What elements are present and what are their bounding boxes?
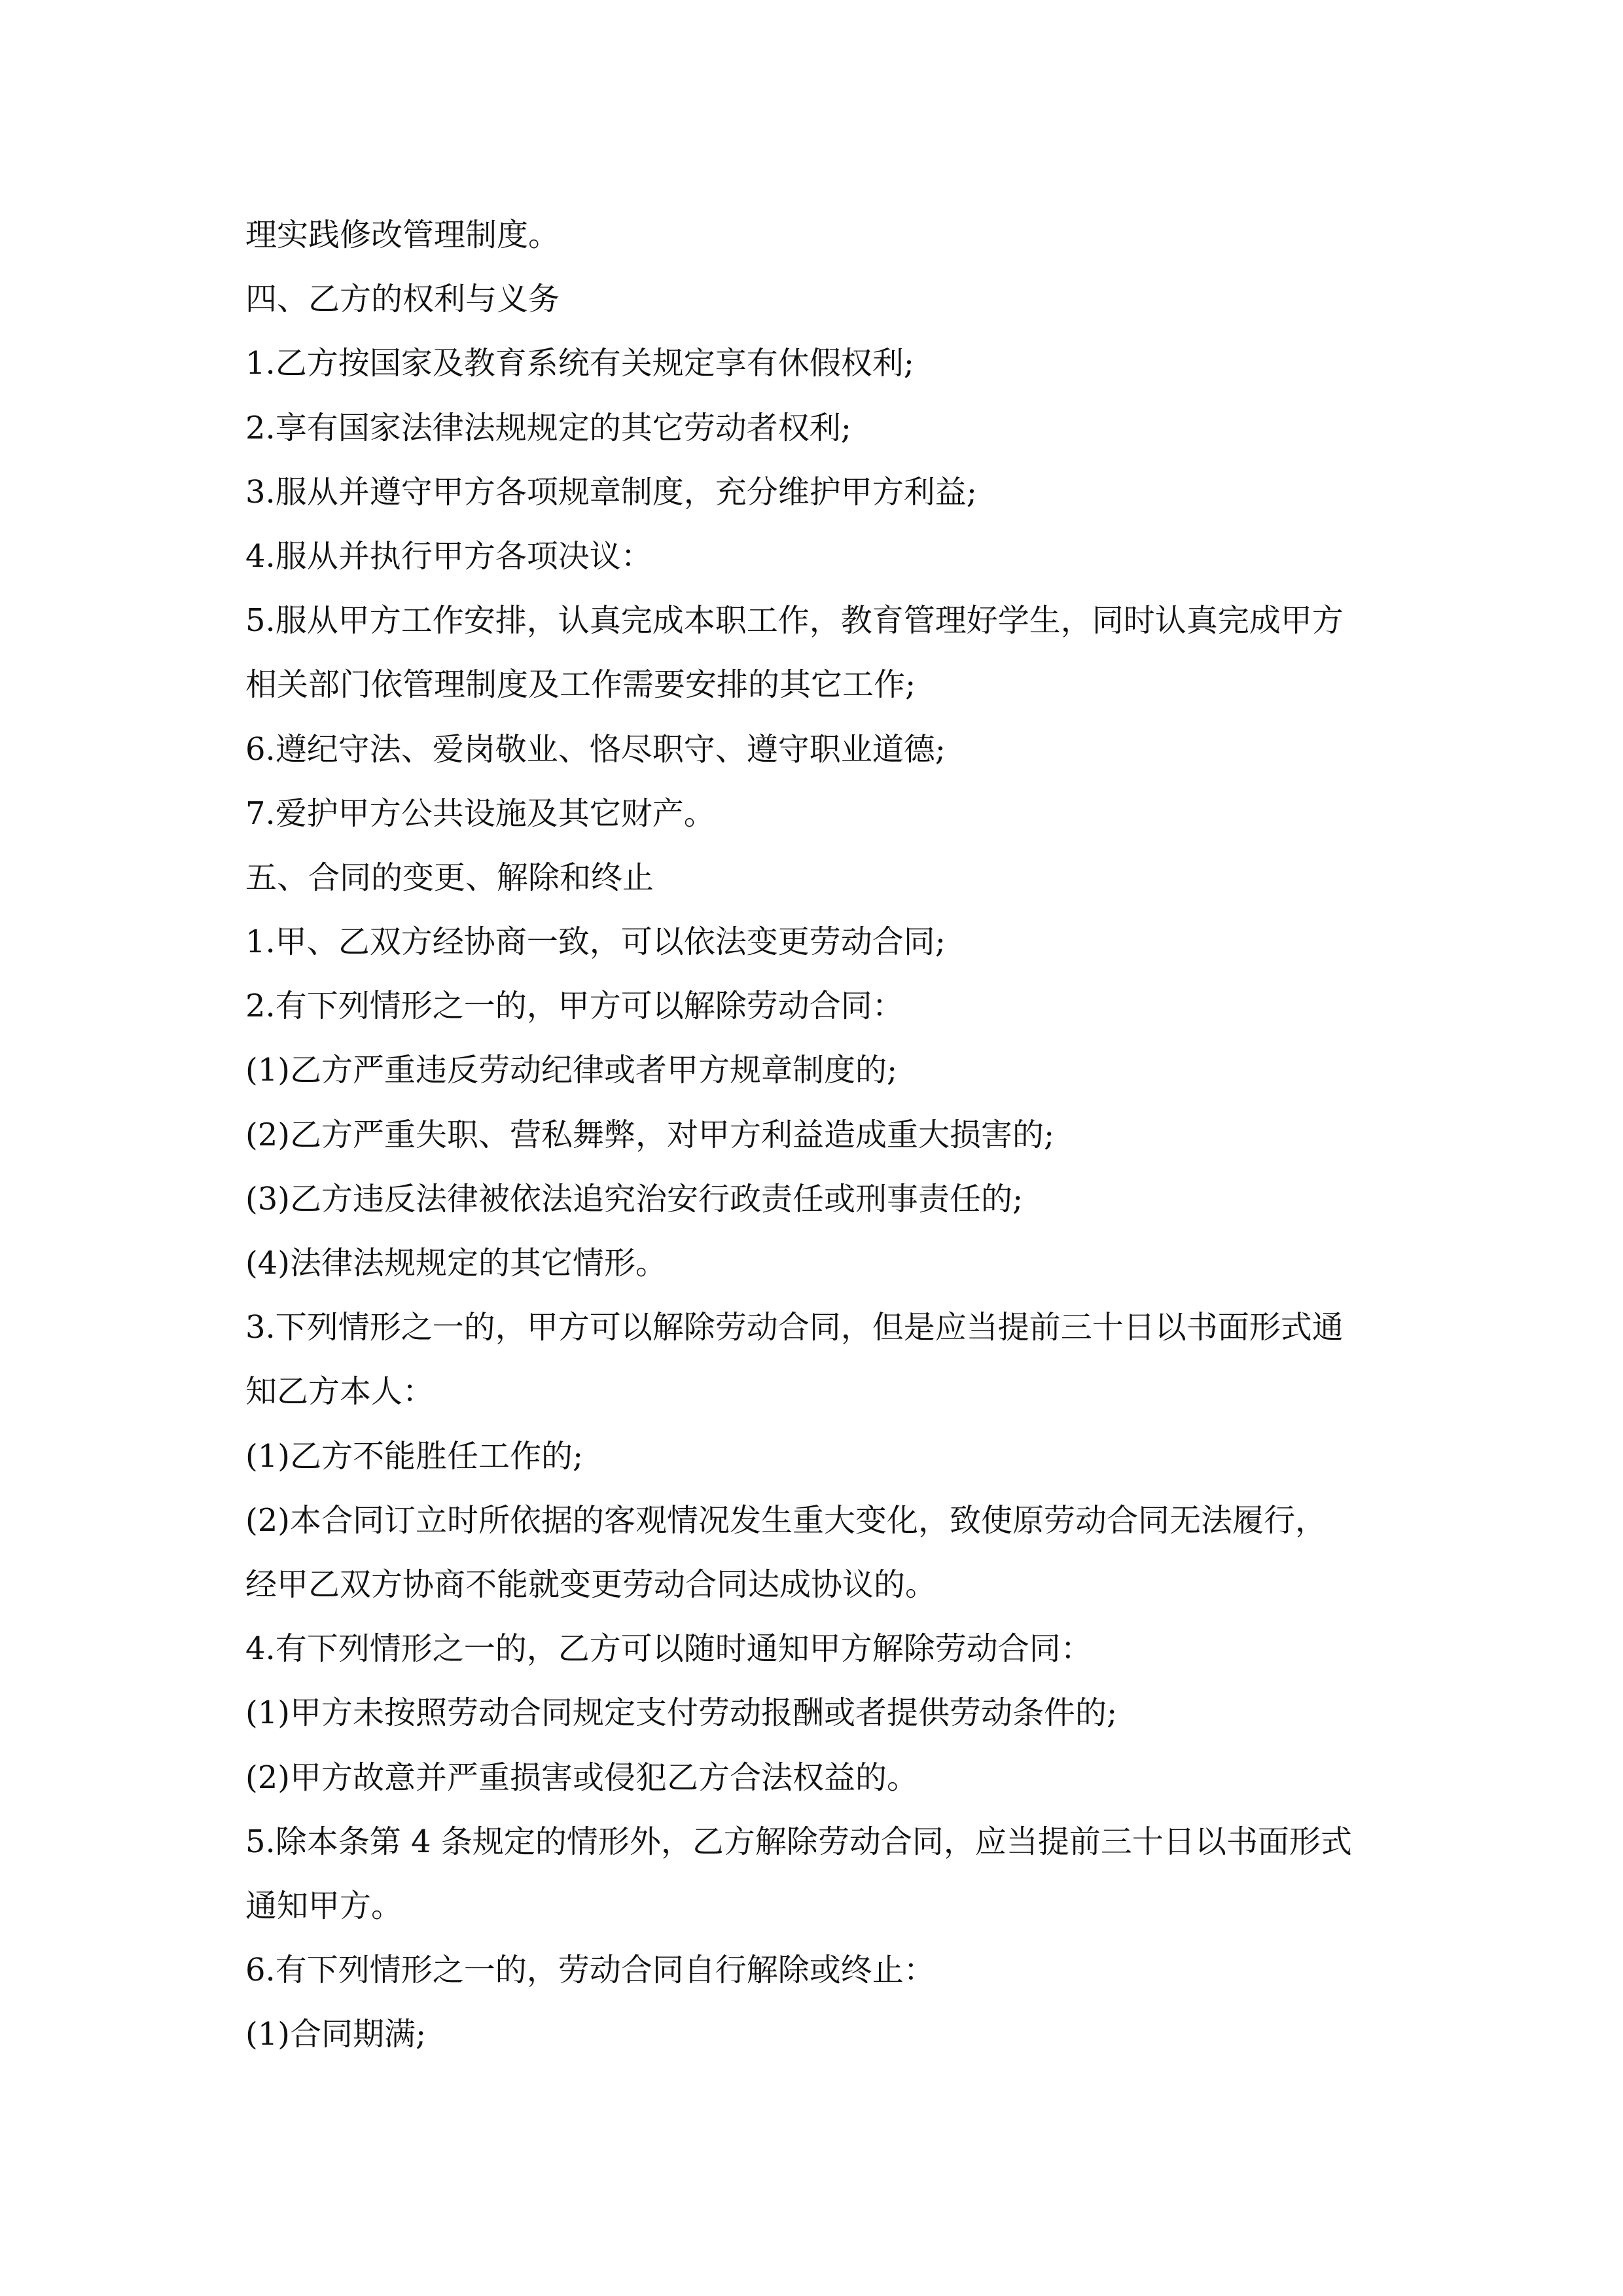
list-item: 4.有下列情形之一的，乙方可以随时通知甲方解除劳动合同： bbox=[245, 1630, 1092, 1668]
sub-list-item: (1)合同期满; bbox=[245, 2016, 427, 2053]
list-item: 6.遵纪守法、爱岗敬业、恪尽职守、遵守职业道德; bbox=[245, 730, 946, 768]
section-heading-contract-changes: 五、合同的变更、解除和终止 bbox=[245, 859, 654, 896]
list-item: 1.甲、乙双方经协商一致，可以依法变更劳动合同; bbox=[245, 924, 946, 961]
list-item-continuation: 相关部门依管理制度及工作需要安排的其它工作; bbox=[245, 666, 916, 704]
list-item: 2.享有国家法律法规规定的其它劳动者权利; bbox=[245, 409, 851, 446]
sub-list-item: (2)乙方严重失职、营私舞弊，对甲方利益造成重大损害的; bbox=[245, 1116, 1055, 1153]
list-item-continuation: 通知甲方。 bbox=[245, 1887, 403, 1924]
sub-list-item: (3)乙方违反法律被依法追究治安行政责任或刑事责任的; bbox=[245, 1180, 1024, 1217]
sub-list-item: (4)法律法规规定的其它情形。 bbox=[245, 1245, 667, 1282]
list-item: 6.有下列情形之一的，劳动合同自行解除或终止： bbox=[245, 1952, 935, 1989]
list-item: 7.爱护甲方公共设施及其它财产。 bbox=[245, 795, 715, 832]
list-item: 5.服从甲方工作安排，认真完成本职工作，教育管理好学生，同时认真完成甲方 bbox=[245, 602, 1344, 639]
list-item-continuation: 知乙方本人： bbox=[245, 1373, 435, 1410]
list-item: 4.服从并执行甲方各项决议： bbox=[245, 537, 652, 575]
sub-list-item: (2)甲方故意并严重损害或侵犯乙方合法权益的。 bbox=[245, 1759, 918, 1796]
sub-list-item-continuation: 经甲乙双方协商不能就变更劳动合同达成协议的。 bbox=[245, 1566, 937, 1603]
list-item: 1.乙方按国家及教育系统有关规定享有休假权利; bbox=[245, 345, 914, 382]
sub-list-item: (1)乙方严重违反劳动纪律或者甲方规章制度的; bbox=[245, 1052, 898, 1089]
text-line: 理实践修改管理制度。 bbox=[245, 217, 560, 253]
list-item: 3.服从并遵守甲方各项规章制度，充分维护甲方利益; bbox=[245, 473, 977, 511]
sub-list-item: (2)本合同订立时所依据的客观情况发生重大变化，致使原劳动合同无法履行， bbox=[245, 1501, 1327, 1539]
list-item: 2.有下列情形之一的，甲方可以解除劳动合同： bbox=[245, 988, 904, 1025]
document-page bbox=[245, 203, 1384, 2066]
list-item: 3.下列情形之一的，甲方可以解除劳动合同，但是应当提前三十日以书面形式通 bbox=[245, 1309, 1344, 1346]
sub-list-item: (1)乙方不能胜任工作的; bbox=[245, 1437, 584, 1475]
section-heading-rights-obligations: 四、乙方的权利与义务 bbox=[245, 281, 560, 318]
list-item: 5.除本条第 4 条规定的情形外，乙方解除劳动合同，应当提前三十日以书面形式 bbox=[245, 1823, 1352, 1860]
sub-list-item: (1)甲方未按照劳动合同规定支付劳动报酬或者提供劳动条件的; bbox=[245, 1695, 1118, 1732]
